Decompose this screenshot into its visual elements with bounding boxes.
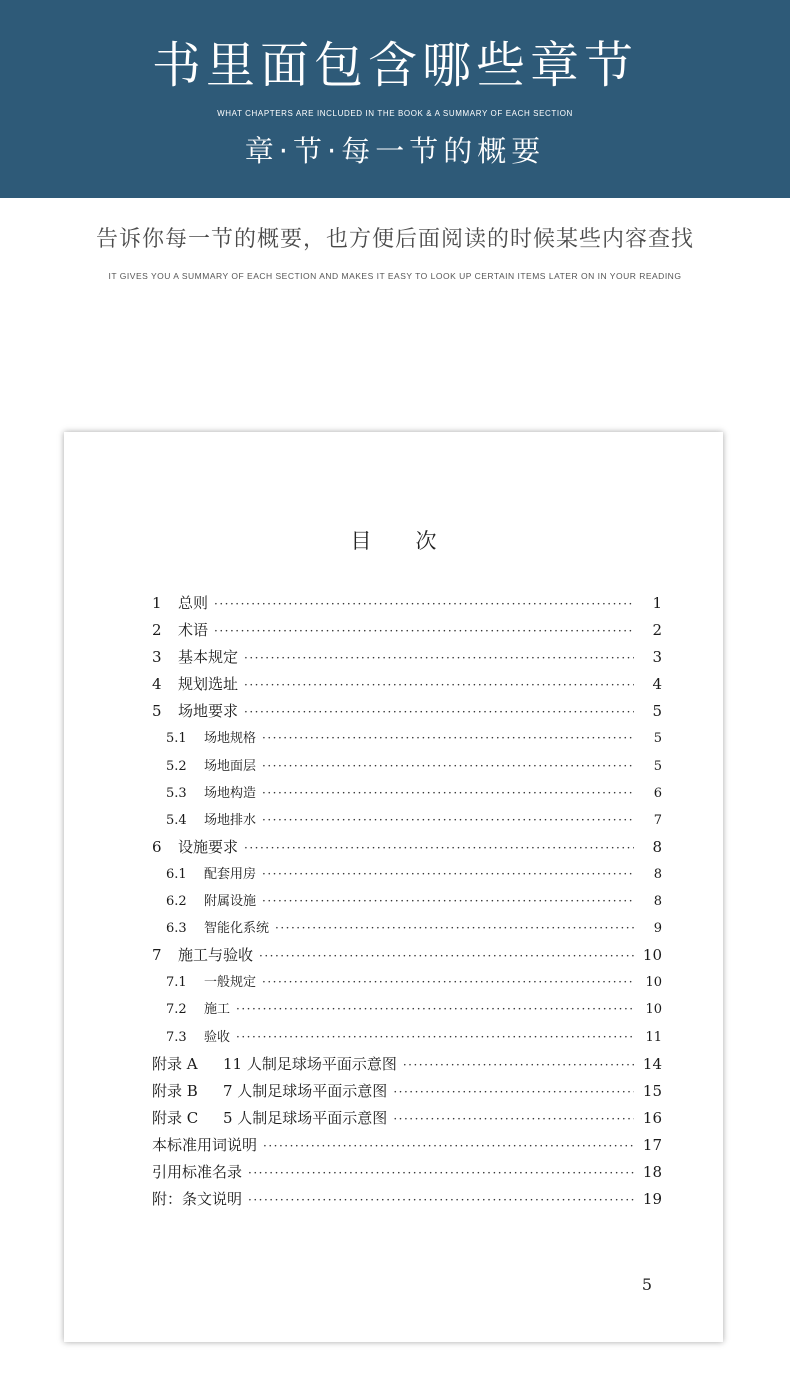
toc-leader-dots: [262, 894, 634, 908]
toc-entry[interactable]: [152, 1161, 662, 1188]
toc-subentry[interactable]: [152, 782, 662, 809]
toc-entry-page: 11: [645, 1029, 662, 1045]
toc-leader-dots: [214, 597, 634, 611]
toc-entry-title: 施工: [204, 1002, 231, 1018]
toc-leader-dots: [403, 1058, 634, 1072]
toc-leader-dots: [244, 705, 634, 719]
toc-leader-dots: [244, 841, 634, 855]
toc-entry-title: 附：条文说明: [152, 1190, 243, 1209]
toc-entry-number: 1: [152, 594, 162, 612]
toc-entry-page: 5: [652, 702, 662, 721]
document-page: [64, 432, 723, 1342]
toc-appendix-entry[interactable]: [152, 1080, 662, 1107]
toc-leader-dots: [262, 759, 634, 773]
toc-leader-dots: [236, 1030, 634, 1044]
toc-leader-dots: [248, 1166, 634, 1180]
toc-entry-number: 6.3: [166, 921, 187, 937]
toc-entry-number: 7.2: [166, 1002, 187, 1018]
toc-entry-number: 4: [152, 675, 162, 694]
toc-entry-page: 8: [653, 866, 662, 882]
intro-text-chinese: 告诉你每一节的概要，也方便后面阅读的时候某些内容查找: [95, 227, 694, 252]
toc-entry-title: 场地要求: [178, 702, 239, 721]
toc-subentry[interactable]: [152, 727, 662, 754]
toc-leader-dots: [262, 975, 634, 989]
toc-entry-title: 施工与验收: [178, 946, 254, 965]
toc-subentry[interactable]: [152, 998, 662, 1025]
banner-title: 书里面包含哪些章节: [151, 37, 638, 94]
toc-entry-number: 附录 A: [152, 1054, 198, 1073]
toc-entry-page: 10: [642, 946, 662, 965]
toc-entry-title: 场地排水: [204, 812, 257, 828]
toc-entry-title: 5 人制足球场平面示意图: [223, 1108, 388, 1127]
banner-subtitle-chinese: 章·节·每一节的概要: [244, 134, 546, 168]
toc-entry[interactable]: [152, 673, 662, 700]
table-of-contents: [152, 592, 662, 1215]
toc-entry-number: 5: [152, 702, 162, 721]
toc-entry[interactable]: [152, 1188, 662, 1215]
toc-entry-title: 总则: [178, 594, 209, 612]
toc-subentry[interactable]: [152, 809, 662, 836]
toc-entry-number: 7.3: [166, 1029, 187, 1045]
toc-leader-dots: [262, 731, 634, 745]
toc-entry-page: 14: [642, 1054, 662, 1073]
toc-leader-dots: [248, 1193, 634, 1207]
toc-entry-page: 10: [645, 1002, 662, 1018]
toc-entry-number: 3: [152, 648, 162, 667]
toc-leader-dots: [262, 786, 634, 800]
toc-entry-page: 6: [653, 785, 662, 801]
toc-entry-number: 7.1: [166, 975, 187, 991]
toc-entry-page: 16: [642, 1108, 662, 1127]
toc-entry-number: 附录 B: [152, 1081, 198, 1100]
toc-leader-dots: [236, 1002, 634, 1016]
toc-entry-number: 5.1: [166, 731, 187, 747]
toc-entry-title: 基本规定: [178, 648, 239, 667]
toc-subentry[interactable]: [152, 917, 662, 944]
toc-subentry[interactable]: [152, 1026, 662, 1053]
toc-entry-title: 验收: [204, 1029, 231, 1045]
toc-leader-dots: [263, 1139, 634, 1153]
toc-subentry[interactable]: [152, 755, 662, 782]
toc-entry-title: 规划选址: [178, 675, 239, 694]
page-number: 5: [641, 1275, 652, 1294]
toc-entry[interactable]: [152, 592, 662, 619]
toc-entry-page: 7: [653, 812, 662, 828]
toc-subentry[interactable]: [152, 863, 662, 890]
toc-entry-page: 5: [653, 731, 662, 747]
toc-entry-title: 配套用房: [204, 866, 257, 882]
toc-entry-title: 场地规格: [204, 731, 257, 747]
toc-leader-dots: [244, 651, 634, 665]
toc-entry[interactable]: [152, 700, 662, 727]
toc-entry-number: 6.1: [166, 866, 187, 882]
toc-subentry[interactable]: [152, 971, 662, 998]
toc-leader-dots: [259, 949, 634, 963]
toc-entry-number: 附录 C: [152, 1108, 199, 1127]
toc-leader-dots: [262, 867, 634, 881]
toc-entry-title: 场地面层: [204, 758, 257, 774]
toc-entry-page: 8: [653, 894, 662, 910]
toc-entry-title: 智能化系统: [204, 921, 270, 937]
toc-entry-title: 一般规定: [204, 975, 257, 991]
toc-entry-title: 11 人制足球场平面示意图: [223, 1054, 397, 1073]
toc-entry-page: 1: [652, 594, 662, 612]
toc-entry-title: 场地构造: [204, 785, 257, 801]
toc-entry-page: 4: [652, 675, 662, 694]
toc-leader-dots: [244, 678, 634, 692]
toc-entry-title: 术语: [178, 621, 209, 640]
toc-entry-number: 5.3: [166, 785, 187, 801]
toc-entry-page: 8: [652, 837, 662, 856]
toc-entry-page: 10: [645, 975, 662, 991]
toc-entry-number: 6.2: [166, 894, 187, 910]
toc-entry-title: 7 人制足球场平面示意图: [223, 1081, 388, 1100]
toc-entry[interactable]: [152, 1134, 662, 1161]
toc-entry-title: 附属设施: [204, 894, 257, 910]
toc-entry-number: 6: [152, 837, 162, 856]
toc-entry-page: 2: [652, 621, 662, 640]
toc-entry[interactable]: [152, 836, 662, 863]
toc-entry-page: 17: [642, 1135, 662, 1154]
toc-heading: 目次: [350, 529, 481, 553]
toc-entry-number: 5.2: [166, 758, 187, 774]
toc-leader-dots: [214, 624, 634, 638]
intro-text-english: IT GIVES YOU A SUMMARY OF EACH SECTION AND MAKES IT EASY TO LOOK UP CERTAIN ITEMS LATER ON IN YOUR READING: [108, 271, 682, 281]
toc-entry-title: 本标准用词说明: [152, 1135, 258, 1154]
toc-entry-page: 3: [652, 648, 662, 667]
toc-appendix-entry[interactable]: [152, 1053, 662, 1080]
toc-entry-number: 7: [152, 946, 162, 965]
toc-entry[interactable]: [152, 646, 662, 673]
toc-entry-page: 19: [642, 1190, 662, 1209]
toc-leader-dots: [393, 1085, 634, 1099]
toc-entry-page: 5: [653, 758, 662, 774]
toc-entry-title: 设施要求: [178, 837, 239, 856]
toc-entry-page: 18: [642, 1162, 662, 1181]
toc-entry-number: 5.4: [166, 812, 187, 828]
toc-leader-dots: [262, 813, 634, 827]
toc-leader-dots: [275, 921, 634, 935]
toc-entry[interactable]: [152, 619, 662, 646]
toc-entry-page: 9: [653, 921, 662, 937]
toc-subentry[interactable]: [152, 890, 662, 917]
toc-entry-title: 引用标准名录: [152, 1162, 243, 1181]
toc-entry[interactable]: [152, 944, 662, 971]
header-banner: [0, 0, 790, 198]
toc-appendix-entry[interactable]: [152, 1107, 662, 1134]
toc-leader-dots: [393, 1112, 634, 1126]
banner-subtitle-english: WHAT CHAPTERS ARE INCLUDED IN THE BOOK & A SUMMARY OF EACH SECTION: [217, 109, 573, 118]
toc-entry-page: 15: [642, 1081, 662, 1100]
toc-entry-number: 2: [152, 621, 162, 640]
